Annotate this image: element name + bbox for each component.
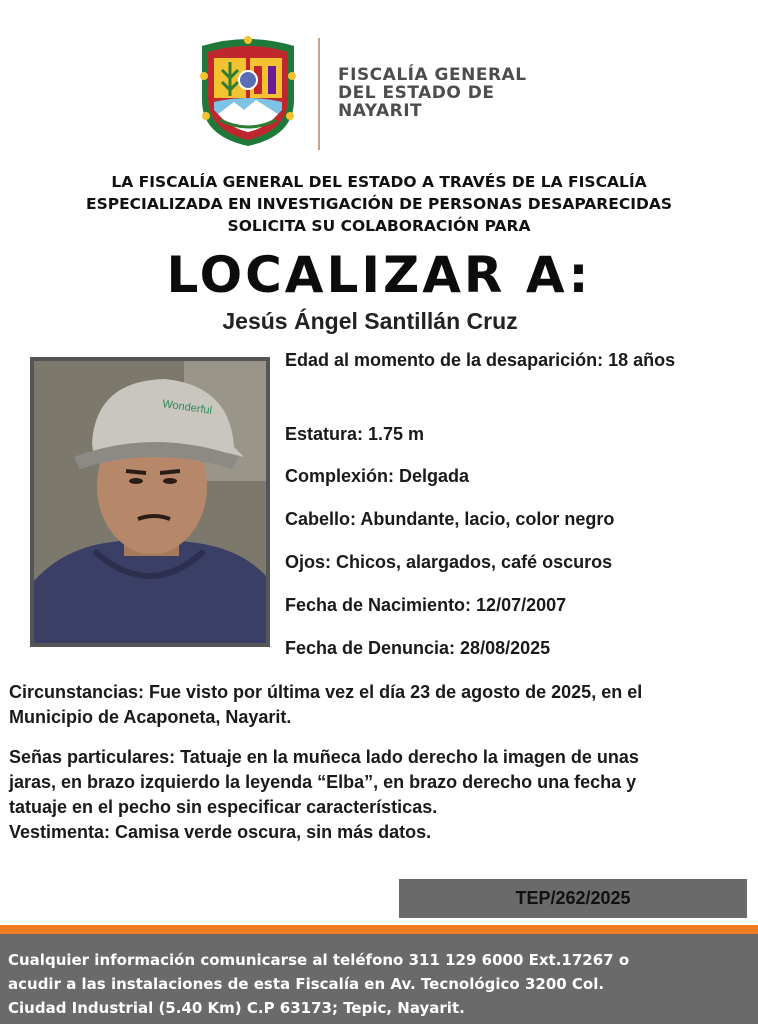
footer-contact-info xyxy=(8,948,750,1020)
footer-line-1: Cualquier información comunicarse al teléfono 311 129 6000 Ext.17267 o xyxy=(8,951,630,969)
org-line-2: DEL ESTADO DE xyxy=(338,83,495,103)
marks-line-2: jaras, en brazo izquierdo la leyenda “Elba”, en brazo derecho una fecha y xyxy=(9,772,637,792)
intro-line-2: ESPECIALIZADA EN INVESTIGACIÓN DE PERSONAS DESAPARECIDAS xyxy=(85,195,672,213)
footer-line-3: Ciudad Industrial (5.40 Km) C.P 63173; Tepic, Nayarit. xyxy=(8,999,465,1017)
header-divider xyxy=(318,38,320,150)
person-photo-illustration xyxy=(34,361,266,643)
detail-eyes: Ojos: Chicos, alargados, café oscuros xyxy=(285,552,613,572)
marks-line-3: tatuaje en el pecho sin especificar características. xyxy=(9,797,438,817)
distinguishing-marks xyxy=(9,745,744,845)
header xyxy=(0,28,758,158)
intro-line-3: SOLICITA SU COLABORACIÓN PARA xyxy=(227,217,531,235)
detail-age: Edad al momento de la desaparición: 18 años xyxy=(285,350,676,370)
marks-line-1: Señas particulares: Tatuaje en la muñeca lado derecho la imagen de unas xyxy=(9,747,639,767)
circumstances xyxy=(9,680,744,730)
organization-name xyxy=(338,66,527,120)
org-line-1: FISCALÍA GENERAL xyxy=(338,65,527,85)
person-name: Jesús Ángel Santillán Cruz xyxy=(222,308,518,334)
headline: LOCALIZAR A: xyxy=(166,246,592,304)
footer-line-2: acudir a las instalaciones de esta Fiscalía en Av. Tecnológico 3200 Col. xyxy=(8,975,605,993)
detail-report-date: Fecha de Denuncia: 28/08/2025 xyxy=(285,638,551,658)
detail-hair: Cabello: Abundante, lacio, color negro xyxy=(285,509,615,529)
circumstances-line-1: Circunstancias: Fue visto por última vez el día 23 de agosto de 2025, en el xyxy=(9,682,643,702)
org-line-3: NAYARIT xyxy=(338,101,423,121)
detail-build: Complexión: Delgada xyxy=(285,466,470,486)
intro-line-1: LA FISCALÍA GENERAL DEL ESTADO A TRAVÉS DE LA FISCALÍA xyxy=(111,173,647,191)
detail-birth-date: Fecha de Nacimiento: 12/07/2007 xyxy=(285,595,567,615)
svg-text:Wonderful: Wonderful xyxy=(161,398,213,417)
footer xyxy=(0,934,758,1024)
nayarit-coat-of-arms-icon xyxy=(196,36,300,148)
detail-height: Estatura: 1.75 m xyxy=(285,424,425,444)
missing-person-photo xyxy=(30,357,270,647)
intro-text xyxy=(0,171,758,237)
case-number-badge xyxy=(399,879,747,918)
circumstances-line-2: Municipio de Acaponeta, Nayarit. xyxy=(9,707,292,727)
accent-stripe xyxy=(0,925,758,934)
clothing: Vestimenta: Camisa verde oscura, sin más datos. xyxy=(9,822,432,842)
case-number: TEP/262/2025 xyxy=(515,888,631,908)
